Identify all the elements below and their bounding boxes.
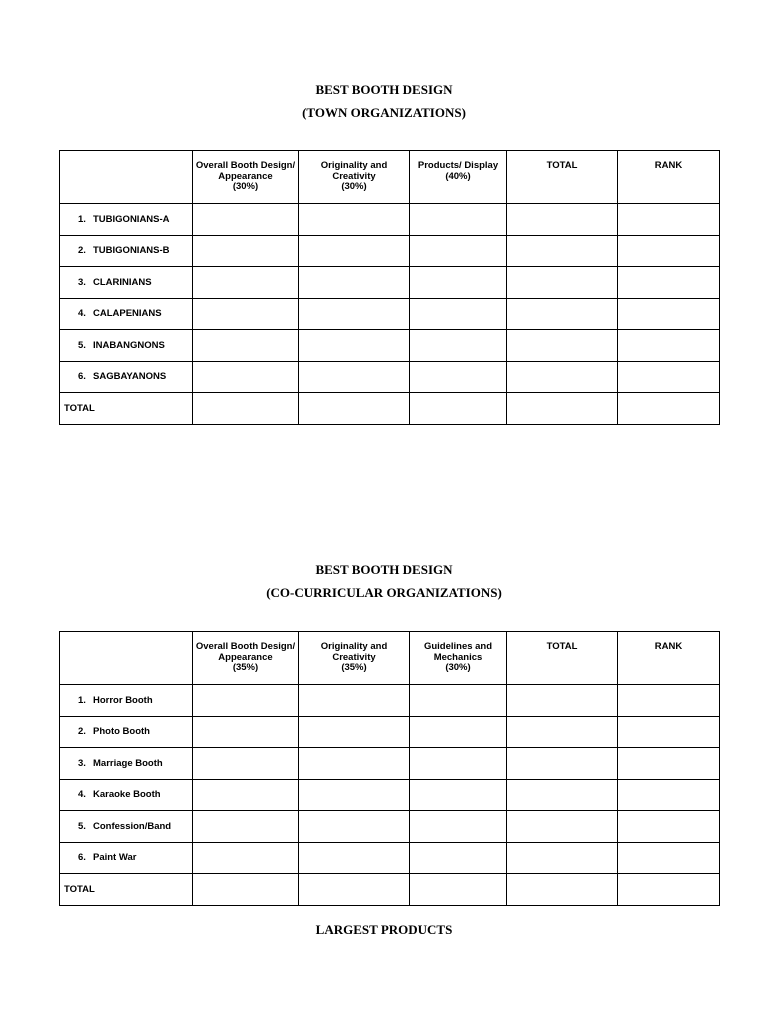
total-cell[interactable] xyxy=(507,716,618,748)
row-label: 1. Horror Booth xyxy=(60,685,193,717)
score-cell[interactable] xyxy=(410,235,507,267)
total-cell[interactable] xyxy=(507,330,618,362)
score-cell[interactable] xyxy=(410,361,507,393)
rank-cell[interactable] xyxy=(618,235,720,267)
total-cell[interactable] xyxy=(507,298,618,330)
table-row xyxy=(60,235,720,267)
score-cell[interactable] xyxy=(193,267,299,299)
total-cell[interactable] xyxy=(507,779,618,811)
table-row xyxy=(60,842,720,874)
header-cell: TOTAL xyxy=(507,632,618,685)
section1-subtitle: (TOWN ORGANIZATIONS) xyxy=(302,105,466,120)
header-blank-cell xyxy=(60,151,193,204)
total-cell[interactable] xyxy=(507,748,618,780)
score-cell[interactable] xyxy=(410,298,507,330)
score-cell[interactable] xyxy=(193,748,299,780)
rank-cell[interactable] xyxy=(618,811,720,843)
score-cell[interactable] xyxy=(299,748,410,780)
table-row xyxy=(60,330,720,362)
total-cell[interactable] xyxy=(507,685,618,717)
header-cell: Overall Booth Design/ Appearance (30%) xyxy=(193,151,299,204)
row-label: 4. Karaoke Booth xyxy=(60,779,193,811)
rank-cell[interactable] xyxy=(618,267,720,299)
rank-cell[interactable] xyxy=(618,716,720,748)
score-cell[interactable] xyxy=(193,874,299,906)
score-cell[interactable] xyxy=(410,779,507,811)
rank-cell[interactable] xyxy=(618,204,720,236)
score-cell[interactable] xyxy=(193,779,299,811)
total-cell[interactable] xyxy=(507,204,618,236)
rank-cell[interactable] xyxy=(618,361,720,393)
rank-cell[interactable] xyxy=(618,685,720,717)
rank-cell[interactable] xyxy=(618,330,720,362)
score-cell[interactable] xyxy=(410,204,507,236)
score-cell[interactable] xyxy=(193,298,299,330)
score-cell[interactable] xyxy=(299,685,410,717)
score-cell[interactable] xyxy=(410,874,507,906)
score-cell[interactable] xyxy=(193,204,299,236)
rank-cell[interactable] xyxy=(618,393,720,425)
row-label: 1. TUBIGONIANS-A xyxy=(60,204,193,236)
score-cell[interactable] xyxy=(193,393,299,425)
table-row xyxy=(60,716,720,748)
score-cell[interactable] xyxy=(299,204,410,236)
score-cell[interactable] xyxy=(193,361,299,393)
table-header-row xyxy=(60,151,720,204)
table-row xyxy=(60,298,720,330)
row-label: 6. Paint War xyxy=(60,842,193,874)
score-cell[interactable] xyxy=(299,874,410,906)
town-organizations-table xyxy=(59,150,720,425)
header-cell: Products/ Display (40%) xyxy=(410,151,507,204)
score-cell[interactable] xyxy=(299,716,410,748)
score-cell[interactable] xyxy=(193,811,299,843)
score-cell[interactable] xyxy=(193,842,299,874)
total-cell[interactable] xyxy=(507,235,618,267)
total-cell[interactable] xyxy=(507,842,618,874)
total-row-label: TOTAL xyxy=(60,393,193,425)
table-row xyxy=(60,267,720,299)
rank-cell[interactable] xyxy=(618,779,720,811)
table-row xyxy=(60,748,720,780)
score-cell[interactable] xyxy=(299,235,410,267)
rank-cell[interactable] xyxy=(618,842,720,874)
total-cell[interactable] xyxy=(507,267,618,299)
score-cell[interactable] xyxy=(410,716,507,748)
row-label: 3. Marriage Booth xyxy=(60,748,193,780)
header-cell: TOTAL xyxy=(507,151,618,204)
total-row xyxy=(60,393,720,425)
row-label: 4. CALAPENIANS xyxy=(60,298,193,330)
score-cell[interactable] xyxy=(410,811,507,843)
score-cell[interactable] xyxy=(299,267,410,299)
section3-title: LARGEST PRODUCTS xyxy=(315,922,453,937)
score-cell[interactable] xyxy=(299,361,410,393)
score-cell[interactable] xyxy=(299,811,410,843)
table-row xyxy=(60,685,720,717)
table-header-row xyxy=(60,632,720,685)
score-cell[interactable] xyxy=(410,393,507,425)
score-cell[interactable] xyxy=(193,235,299,267)
score-cell[interactable] xyxy=(410,748,507,780)
rank-cell[interactable] xyxy=(618,298,720,330)
header-cell: RANK xyxy=(618,632,720,685)
header-blank-cell xyxy=(60,632,193,685)
header-cell: Guidelines and Mechanics (30%) xyxy=(410,632,507,685)
row-label: 6. SAGBAYANONS xyxy=(60,361,193,393)
score-cell[interactable] xyxy=(193,685,299,717)
header-cell: Originality and Creativity (35%) xyxy=(299,632,410,685)
score-cell[interactable] xyxy=(193,716,299,748)
rank-cell[interactable] xyxy=(618,874,720,906)
total-cell[interactable] xyxy=(507,874,618,906)
score-cell[interactable] xyxy=(410,842,507,874)
section1-title: BEST BOOTH DESIGN xyxy=(315,82,453,97)
score-cell[interactable] xyxy=(299,298,410,330)
row-label: 5. INABANGNONS xyxy=(60,330,193,362)
row-label: 3. CLARINIANS xyxy=(60,267,193,299)
header-cell: Overall Booth Design/ Appearance (35%) xyxy=(193,632,299,685)
score-cell[interactable] xyxy=(410,267,507,299)
score-cell[interactable] xyxy=(299,393,410,425)
score-cell[interactable] xyxy=(299,842,410,874)
total-cell[interactable] xyxy=(507,393,618,425)
score-cell[interactable] xyxy=(299,779,410,811)
total-cell[interactable] xyxy=(507,811,618,843)
score-cell[interactable] xyxy=(410,330,507,362)
rank-cell[interactable] xyxy=(618,748,720,780)
section2-title: BEST BOOTH DESIGN xyxy=(315,562,453,577)
section2-subtitle: (CO-CURRICULAR ORGANIZATIONS) xyxy=(266,585,502,600)
score-cell[interactable] xyxy=(193,330,299,362)
total-row xyxy=(60,874,720,906)
header-cell: RANK xyxy=(618,151,720,204)
row-label: 5. Confession/Band xyxy=(60,811,193,843)
total-cell[interactable] xyxy=(507,361,618,393)
score-cell[interactable] xyxy=(410,685,507,717)
header-cell: Originality and Creativity (30%) xyxy=(299,151,410,204)
row-label: 2. Photo Booth xyxy=(60,716,193,748)
total-row-label: TOTAL xyxy=(60,874,193,906)
table-row xyxy=(60,811,720,843)
table-row xyxy=(60,204,720,236)
table-row xyxy=(60,779,720,811)
co-curricular-organizations-table xyxy=(59,631,720,906)
table-row xyxy=(60,361,720,393)
score-cell[interactable] xyxy=(299,330,410,362)
row-label: 2. TUBIGONIANS-B xyxy=(60,235,193,267)
